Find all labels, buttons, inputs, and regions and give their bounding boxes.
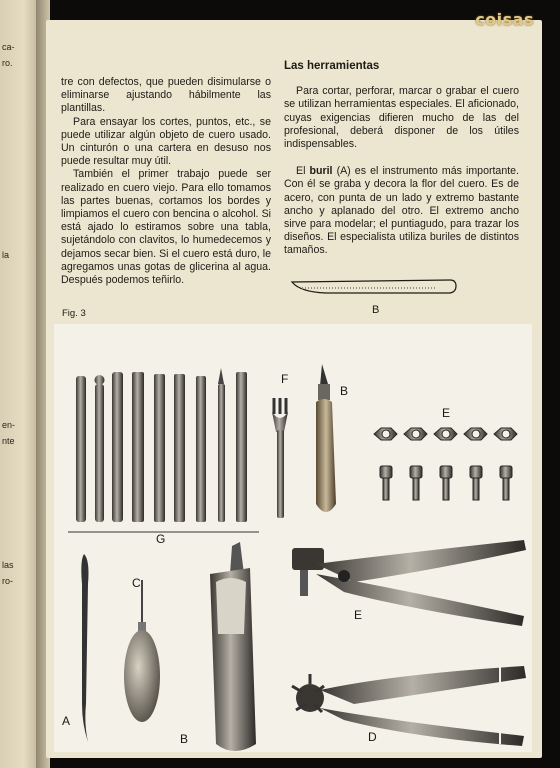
prev-page-fragment: en- — [2, 420, 16, 430]
bold-term: buril — [309, 165, 333, 178]
previous-page-edge — [0, 0, 40, 768]
figure-label-b-knife: B — [340, 384, 349, 398]
figure-label-a: A — [62, 714, 71, 728]
book-page — [46, 20, 542, 758]
figure-label-f: F — [281, 372, 289, 386]
watermark-logo: coisas — [475, 10, 534, 29]
awl-tool — [124, 580, 160, 722]
utility-knife — [210, 542, 256, 751]
figure-label-d: D — [368, 730, 377, 744]
right-text-column — [284, 60, 519, 258]
prev-page-fragment: ca- — [2, 42, 15, 52]
prev-page-fragment: nte — [2, 436, 15, 446]
figure-label-g: G — [156, 532, 166, 546]
burin-illustration — [286, 276, 458, 300]
punch-pliers — [292, 540, 526, 626]
rotary-punch — [292, 664, 526, 746]
paragraph: Para cortar, perforar, marcar o grabar el cuero se utilizan herramientas especiales. El aficionado, cuyas exigencias difieren mucho de las del profesional, deberá disponer de los útiles indispensables. — [284, 85, 519, 151]
prev-page-fragment: la — [2, 250, 10, 260]
figure-label-c: C — [132, 576, 141, 590]
buril-tool — [81, 554, 88, 742]
fork-tool — [272, 398, 288, 518]
stamping-tools — [68, 368, 259, 532]
figure-label-b-bottom: B — [180, 732, 189, 746]
prev-page-fragment: ro- — [2, 576, 13, 586]
paragraph: Para ensayar los cortes, puntos, etc., se puede utilizar algún objeto de cuero usado. Un cinturón o una cartera en desuso nos puede resultar muy útil. — [61, 115, 271, 168]
figure-caption: Fig. 3 — [62, 308, 86, 319]
paragraph: También el primer trabajo puede ser realizado en cuero viejo. Para ello tomamos las partes buenas, cortamos los bordes y limpiamos el cuero con bencina o alcohol. Si está ajado lo estiramos sobre una tabla, sujetándolo con clavitos, lo humedecemos y dejamos secar bien. Si el cuero está duro, le agregamos unas gotas de glicerina al agua. Después podemos teñirlo. — [61, 168, 271, 287]
figure-label-e-pliers: E — [354, 608, 363, 622]
tools-drawing — [54, 324, 532, 752]
paragraph — [284, 165, 519, 257]
text-run: (A) es el instrumento más importante. Con él se graba y decora la flor del cuero. Es de acero, con punta de un lado y extremo bastante ancho y aplanado del otro. El extremo ancho sirve para modelar; el puntiagudo, para trazar los diseños. El especialista utiliza buriles de distintos tamaños. — [284, 165, 519, 257]
section-heading: Las herramientas — [284, 60, 380, 72]
hex-nuts-and-setters — [374, 428, 517, 500]
figure-label-e-top: E — [442, 406, 451, 420]
paragraph: tre con defectos, que pueden disimularse o eliminarse ajustando hábilmente las plantillas. — [61, 76, 271, 115]
prev-page-fragment: las — [2, 560, 14, 570]
left-text-column — [61, 76, 271, 287]
prev-page-fragment: ro. — [2, 58, 13, 68]
craft-knife — [316, 364, 336, 512]
tools-photograph — [54, 324, 532, 752]
figure-label-b: B — [372, 304, 380, 316]
text-run: El — [296, 165, 310, 178]
